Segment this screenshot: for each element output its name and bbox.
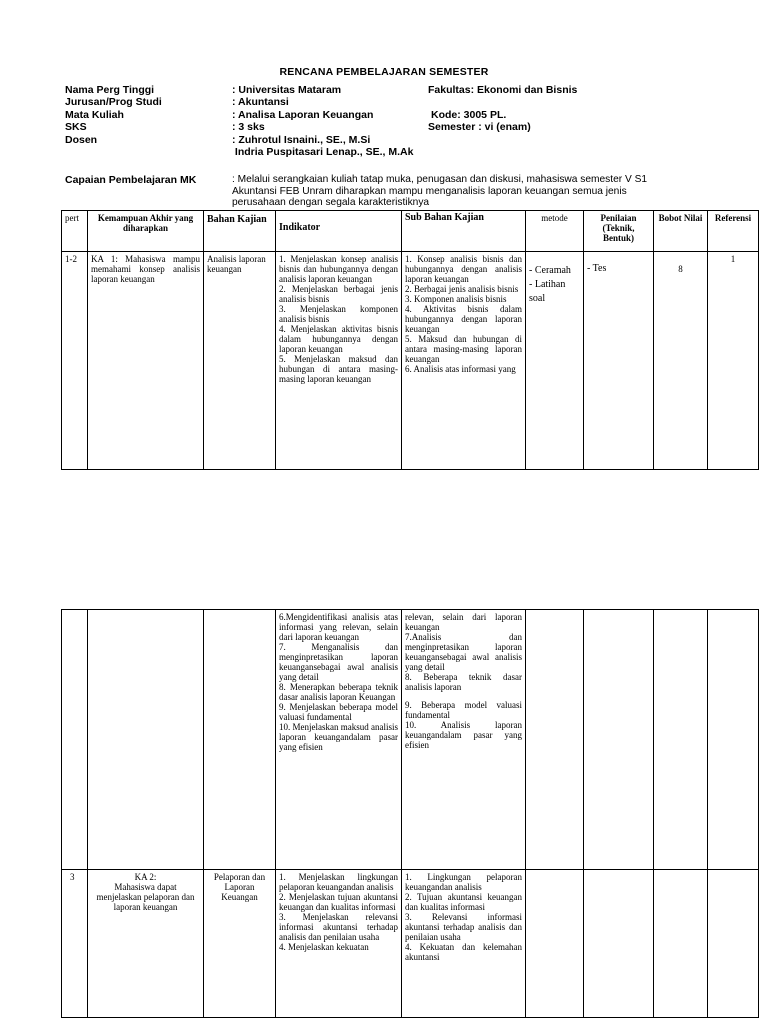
list-item: - Latihan soal xyxy=(529,279,566,304)
row1-cont-sub-bahan xyxy=(402,610,526,870)
list-item: 9. Beberapa model valuasi fundamental xyxy=(405,700,522,720)
row2-kemampuan-title: KA 2: xyxy=(134,872,157,882)
row1-bobot: 8 xyxy=(654,252,708,470)
table-row xyxy=(62,610,759,870)
meta-code: Kode: 3005 PL. xyxy=(431,108,507,121)
meta-labels xyxy=(65,84,162,146)
row2-kemampuan-text: Mahasiswa dapat menjelaskan pelaporan dan laporan keuangan xyxy=(96,882,195,912)
list-item: 5. Maksud dan hubungan di antara masing-masing laporan keuangan xyxy=(405,334,522,364)
header-referensi: Referensi xyxy=(708,211,759,252)
row1-penilaian: - Tes xyxy=(584,252,654,470)
document-title: RENCANA PEMBELAJARAN SEMESTER xyxy=(279,66,489,78)
row2-kemampuan xyxy=(88,870,204,1018)
list-item: 1. Menjelaskan lingkungan pelaporan keuangandan analisis xyxy=(279,872,398,892)
meta-label-lecturer: Dosen xyxy=(65,133,98,146)
row2-indikator xyxy=(276,870,402,1018)
list-item: 3. Menjelaskan komponen analisis bisnis xyxy=(279,304,398,324)
list-item: 4. Kekuatan dan kelemahan akuntansi xyxy=(405,942,522,962)
list-item: 7. Menganalisis dan menginpretasikan laporan keuangansebagai awal analisis yang detail xyxy=(279,642,398,682)
list-item: 10. Menjelaskan maksud analisis laporan keuangandalam pasar yang efisien xyxy=(279,722,398,752)
row1-kemampuan: KA 1: Mahasiswa mampu memahami konsep analisis laporan keuangan xyxy=(88,252,204,470)
meta-label-course: Mata Kuliah xyxy=(65,108,124,121)
row1-referensi: 1 xyxy=(708,252,759,470)
meta-label-institution: Nama Perg Tinggi xyxy=(65,84,155,96)
meta-label-credits: SKS xyxy=(65,121,87,134)
rps-table-page-1 xyxy=(61,210,759,470)
list-item: 8. Menerapkan beberapa teknik dasar analisis laporan Keuangan xyxy=(279,682,398,702)
list-item: 8. Beberapa teknik dasar analisis laporan xyxy=(405,672,522,692)
meta-value-lecturer-2: Indria Puspitasari Lenap., SE., M.Ak xyxy=(232,146,414,159)
list-item: 1. Konsep analisis bisnis dan hubungannya dengan analisis laporan keuangan xyxy=(405,254,522,284)
list-item: 4. Menjelaskan kekuatan xyxy=(279,942,369,952)
table-row xyxy=(62,870,759,1018)
list-item: 2. Menjelaskan berbagai jenis analisis bisnis xyxy=(279,284,398,304)
list-item: 3. Komponen analisis bisnis xyxy=(405,294,507,304)
row2-bahan: Pelaporan dan Laporan Keuangan xyxy=(204,870,276,1018)
row2-pert: 3 xyxy=(62,870,88,1018)
header-metode: metode xyxy=(526,211,584,252)
row1-pert: 1-2 xyxy=(62,252,88,470)
list-item: 6.Mengidentifikasi analisis atas informasi yang relevan, selain dari laporan keuangan xyxy=(279,612,398,642)
row1-cont-indikator xyxy=(276,610,402,870)
list-item: 3. Relevansi informasi akuntansi terhadap analisis dan penilaian usaha xyxy=(405,912,522,942)
row2-sub-bahan xyxy=(402,870,526,1018)
header-bahan: Bahan Kajian xyxy=(204,211,276,252)
list-item: 3. Menjelaskan relevansi informasi akuntansi terhadap analisis dan penilaian usaha xyxy=(279,912,398,942)
list-item: 5. Menjelaskan maksud dan hubungan di antara masing-masing laporan keuangan xyxy=(279,354,398,384)
list-item: 9. Menjelaskan beberapa model valuasi fundamental xyxy=(279,702,398,722)
list-item: 2. Menjelaskan tujuan akuntansi keuangan dan kualitas informasi xyxy=(279,892,398,912)
cpmk-label: Capaian Pembelajaran MK xyxy=(65,174,197,186)
meta-value-lecturer-1: : Zuhrotul Isnaini., SE., M.Si xyxy=(232,133,371,146)
list-item: 2. Berbagai jenis analisis bisnis xyxy=(405,284,519,294)
header-sub-bahan: Sub Bahan Kajian xyxy=(402,211,526,252)
meta-value-department: : Akuntansi xyxy=(232,96,289,109)
header-bobot: Bobot Nilai xyxy=(654,211,708,252)
list-item: 1. Lingkungan pelaporan keuangandan analisis xyxy=(405,872,522,892)
cpmk-text: : Melalui serangkaian kuliah tatap muka, penugasan dan diskusi, mahasiswa semester V S1 Akuntansi FEB Unram diharapkan mampu menganalisis laporan keuangan semua jenis perusahaan dengan segala karakteristiknya xyxy=(232,174,648,209)
list-item: relevan, selain dari laporan keuangan xyxy=(405,612,522,632)
row1-metode xyxy=(526,252,584,470)
list-item: 4. Menjelaskan aktivitas bisnis dalam hubungannya dengan laporan keuangan xyxy=(279,324,398,354)
header-penilaian: Penilaian (Teknik, Bentuk) xyxy=(584,211,654,252)
meta-faculty: Fakultas: Ekonomi dan Bisnis xyxy=(428,84,578,96)
list-item: - Ceramah xyxy=(529,265,571,276)
header-pert: pert xyxy=(62,211,88,252)
meta-semester: Semester : vi (enam) xyxy=(428,121,531,134)
meta-value-institution: : Universitas Mataram xyxy=(232,84,342,96)
list-item: 1. Menjelaskan konsep analisis bisnis dan hubungannya dengan analisis laporan keuangan xyxy=(279,254,398,284)
table-header-row xyxy=(62,211,759,252)
meta-value-course: : Analisa Laporan Keuangan xyxy=(232,108,374,121)
table-row xyxy=(62,252,759,470)
header-indikator: Indikator xyxy=(276,211,402,252)
meta-values xyxy=(232,84,413,158)
header-kemampuan: Kemampuan Akhir yang diharapkan xyxy=(88,211,204,252)
rps-table-page-2 xyxy=(61,609,759,1018)
row1-bahan: Analisis laporan keuangan xyxy=(204,252,276,470)
list-item: 2. Tujuan akuntansi keuangan dan kualitas informasi xyxy=(405,892,522,912)
list-item: 4. Aktivitas bisnis dalam hubungannya dengan laporan keuangan xyxy=(405,304,522,334)
meta-right xyxy=(428,84,577,134)
row1-indikator xyxy=(276,252,402,470)
meta-value-credits: : 3 sks xyxy=(232,121,265,134)
list-item: 10. Analisis laporan keuangandalam pasar yang efisien xyxy=(405,720,522,750)
list-item: 7.Analisis dan menginpretasikan laporan keuangansebagai awal analisis yang detail xyxy=(405,632,522,672)
list-item: 6. Analisis atas informasi yang xyxy=(405,364,516,374)
meta-label-department: Jurusan/Prog Studi xyxy=(65,96,162,109)
row1-sub-bahan xyxy=(402,252,526,470)
